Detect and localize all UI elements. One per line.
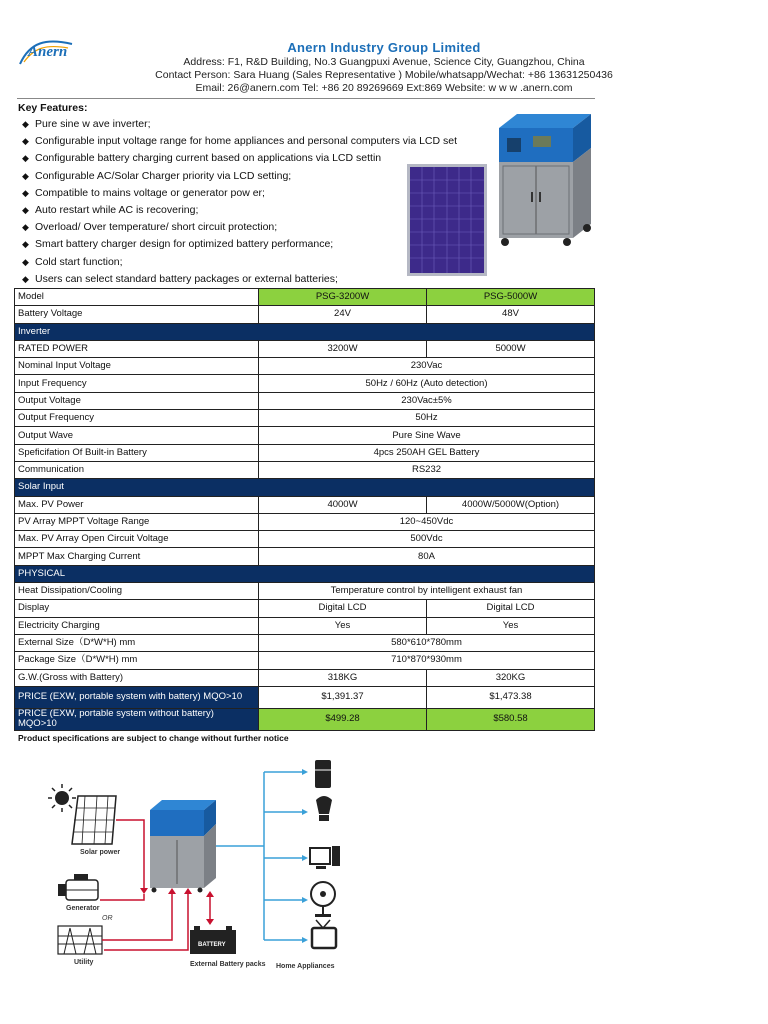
output-frequency-label: Output Frequency [15,410,259,427]
output-lines [216,772,302,940]
price-without-battery-a: $499.28 [259,708,427,730]
diamond-bullet-icon: ◆ [22,136,29,147]
electricity-charging-a: Yes [259,617,427,634]
cooling-label: Heat Dissipation/Cooling [15,583,259,600]
feature-item [22,152,381,164]
display-a: Digital LCD [259,600,427,617]
feature-item [22,170,291,182]
table-row [15,289,595,306]
utility-pylon-icon [58,926,102,954]
gross-weight-label: G.W.(Gross with Battery) [15,669,259,686]
spec-table [14,288,595,731]
table-row [15,427,595,444]
generator-label: Generator [66,905,100,912]
package-size-value: 710*870*930mm [259,652,595,669]
feature-text: Configurable input voltage range for home appliances and personal computers via LCD set [35,135,457,148]
battery-spec-value: 4pcs 250AH GEL Battery [259,444,595,461]
header-divider [17,98,595,99]
open-circuit-value: 500Vdc [259,531,595,548]
input-frequency-label: Input Frequency [15,375,259,392]
table-row [15,375,595,392]
electricity-charging-b: Yes [427,617,595,634]
address-line: Address: F1, R&D Building, No.3 Guangpuxi Avenue, Science City, Guangzhou, China [183,56,585,68]
logo-text: Anern [28,44,68,60]
table-row [15,669,595,686]
utility-label: Utility [74,959,94,966]
open-circuit-label: Max. PV Array Open Circuit Voltage [15,531,259,548]
diamond-bullet-icon: ◆ [22,187,29,198]
contact-line: Contact Person: Sara Huang (Sales Representative ) Mobile/whatsapp/Wechat: +86 13631250436 [155,69,613,81]
gross-weight-a: 318KG [259,669,427,686]
model-psg3200: PSG-3200W [259,289,427,306]
input-frequency-value: 50Hz / 60Hz (Auto detection) [259,375,595,392]
rated-power-label: RATED POWER [15,340,259,357]
feature-text: Cold start function; [35,255,123,268]
output-wave-label: Output Wave [15,427,259,444]
diamond-bullet-icon: ◆ [22,170,29,181]
feature-item [22,238,333,250]
price-without-battery-b: $580.58 [427,708,595,730]
feature-text: Users can select standard battery packages or external batteries; [35,272,338,285]
feature-item [22,204,198,216]
max-pv-power-label: Max. PV Power [15,496,259,513]
external-size-value: 580*610*780mm [259,634,595,651]
inverter-cabinet-icon [150,800,216,893]
communication-value: RS232 [259,461,595,478]
price-with-battery-a: $1,391.37 [259,686,427,708]
table-row [15,513,595,530]
table-row [15,617,595,634]
tv-icon [312,920,336,948]
feature-item [22,135,457,147]
table-row [15,583,595,600]
feature-text: Auto restart while AC is recovering; [35,204,199,216]
feature-item [22,221,277,233]
company-name: Anern Industry Group Limited [287,40,481,55]
external-battery-label: External Battery packs [190,961,266,968]
battery-icon [190,926,236,954]
price-with-battery-label: PRICE (EXW, portable system with battery) MQO>10 [15,686,259,708]
max-pv-power-b: 4000W/5000W(Option) [427,496,595,513]
output-frequency-value: 50Hz [259,410,595,427]
feature-text: Configurable AC/Solar Charger priority via LCD setting; [35,169,292,182]
table-row [15,652,595,669]
diamond-bullet-icon: ◆ [22,119,29,129]
output-voltage-label: Output Voltage [15,392,259,409]
output-voltage-value: 230Vac±5% [259,392,595,409]
price-with-battery-b: $1,473.38 [427,686,595,708]
battery-voltage-label: Battery Voltage [15,306,259,323]
battery-voltage-b: 48V [427,306,595,323]
table-row [15,496,595,513]
table-row [15,531,595,548]
home-appliances-label: Home Appliances [276,963,335,970]
diamond-bullet-icon: ◆ [22,273,29,284]
model-psg5000: PSG-5000W [427,289,595,306]
solar-power-label: Solar power [80,849,121,856]
mppt-range-value: 120~450Vdc [259,513,595,530]
feature-item [22,273,338,285]
battery-spec-label: Speficifation Of Built-in Battery [15,444,259,461]
diamond-bullet-icon: ◆ [22,205,29,215]
rated-power-a: 3200W [259,340,427,357]
table-row [15,306,595,323]
solar-panel-image [407,164,487,276]
electricity-charging-label: Electricity Charging [15,617,259,634]
sun-icon [48,784,76,812]
nominal-input-value: 230Vac [259,358,595,375]
feature-text: Overload/ Over temperature/ short circuit protection; [35,221,278,234]
table-row [15,410,595,427]
system-diagram [40,760,370,982]
section-header [15,565,595,582]
table-row [15,600,595,617]
table-row [15,340,595,357]
section-inverter: Inverter [15,323,595,340]
section-solar-input: Solar Input [15,479,595,496]
model-label: Model [15,289,259,306]
disclaimer-note: Product specifications are subject to change without further notice [18,733,289,743]
table-row [15,444,595,461]
nominal-input-label: Nominal Input Voltage [15,358,259,375]
output-wave-value: Pure Sine Wave [259,427,595,444]
package-size-label: Package Size（D*W*H) mm [15,652,259,669]
battery-tag: BATTERY [198,942,226,948]
diamond-bullet-icon: ◆ [22,153,29,164]
table-row [15,461,595,478]
section-header [15,323,595,340]
price-without-battery-label: PRICE (EXW, portable system without battery) MQO>10 [15,708,259,730]
feature-text: Configurable battery charging current based on applications via LCD settin [35,152,382,165]
table-row [15,634,595,651]
display-label: Display [15,600,259,617]
diamond-bullet-icon: ◆ [22,256,29,267]
feature-text: Compatible to mains voltage or generator pow er; [35,186,265,199]
or-label: OR [102,915,113,922]
max-pv-power-a: 4000W [259,496,427,513]
communication-label: Communication [15,461,259,478]
inverter-cabinet-image [493,108,595,250]
mppt-range-label: PV Array MPPT Voltage Range [15,513,259,530]
section-physical: PHYSICAL [15,565,595,582]
diamond-bullet-icon: ◆ [22,222,29,233]
table-row [15,392,595,409]
generator-icon [58,874,98,900]
feature-text: Smart battery charger design for optimized battery performance; [35,238,334,251]
charging-current-label: MPPT Max Charging Current [15,548,259,565]
table-row [15,548,595,565]
computer-icon [310,846,340,869]
fridge-icon [315,760,331,788]
table-row [15,686,595,708]
feature-item [22,256,123,268]
diamond-bullet-icon: ◆ [22,239,29,250]
charging-current-value: 80A [259,548,595,565]
fan-icon [311,882,335,917]
email-line: Email: 26@anern.com Tel: +86 20 89269669 Ext:869 Website: w w w .anern.com [195,82,573,94]
cooling-value: Temperature control by intelligent exhaust fan [259,583,595,600]
feature-item [22,118,151,130]
key-features-title: Key Features: [18,102,88,114]
table-row [15,708,595,730]
external-size-label: External Size（D*W*H) mm [15,634,259,651]
solar-panel-icon [72,796,116,844]
rated-power-b: 5000W [427,340,595,357]
gross-weight-b: 320KG [427,669,595,686]
table-row [15,358,595,375]
display-b: Digital LCD [427,600,595,617]
lightbulb-icon [316,796,332,821]
feature-text: Pure sine w ave inverter; [35,118,151,130]
battery-voltage-a: 24V [259,306,427,323]
feature-item [22,187,265,199]
section-header [15,479,595,496]
